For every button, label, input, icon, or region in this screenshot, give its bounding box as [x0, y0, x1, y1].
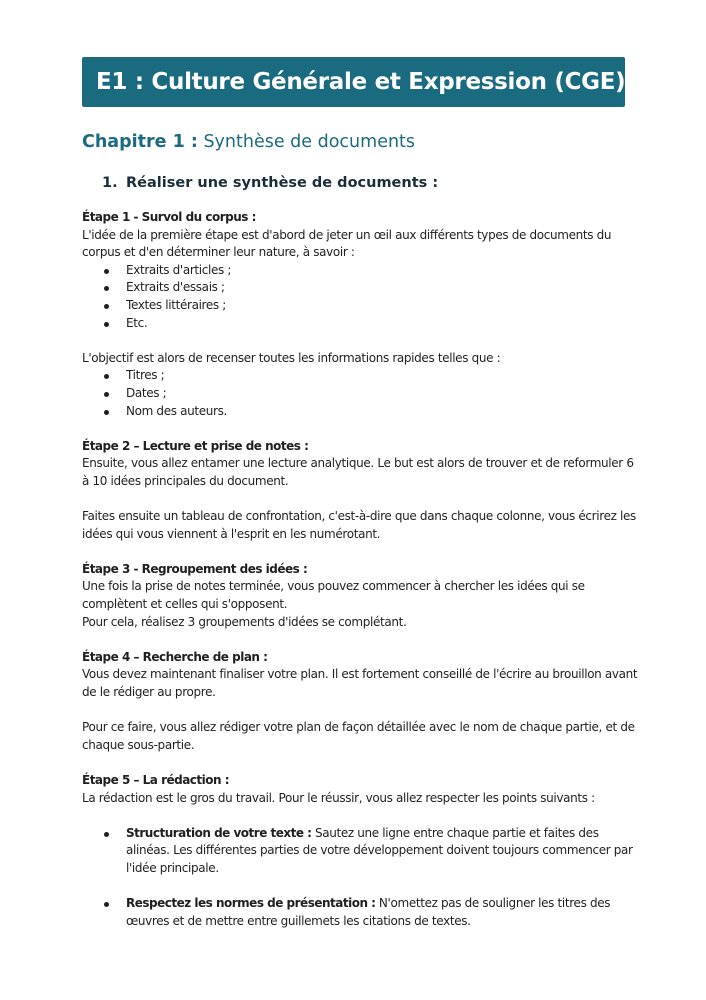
step-3-paragraph-2: Pour cela, réalisez 3 groupements d'idées se complétant.	[82, 614, 407, 629]
step-1-objective: L'objectif est alors de recenser toutes les informations rapides telles que :	[82, 350, 501, 365]
step-4-heading: Étape 4 – Recherche de plan :	[82, 649, 268, 664]
step-4-paragraph-1: Vous devez maintenant finaliser votre plan. Il est fortement conseillé de l'écrire au brouillon avant de le rédiger au propre.	[82, 667, 638, 700]
list-item: Nom des auteurs.	[82, 403, 642, 421]
list-item: Dates ;	[82, 385, 642, 403]
section-title: Réaliser une synthèse de documents :	[126, 175, 439, 191]
section-heading	[102, 175, 438, 191]
step-5-intro: La rédaction est le gros du travail. Pour le réussir, vous allez respecter les points suivants :	[82, 790, 595, 805]
document-body	[82, 209, 642, 930]
document-title: E1 : Culture Générale et Expression (CGE)	[96, 69, 626, 95]
chapter-title: Synthèse de documents	[203, 132, 416, 152]
list-item: Textes littéraires ;	[82, 297, 642, 315]
list-item	[82, 895, 642, 930]
point-text: N'omettez pas de souligner les titres des œuvres et de mettre entre guillemets les citations de textes.	[126, 896, 611, 928]
step-1-heading: Étape 1 - Survol du corpus :	[82, 210, 256, 224]
title-banner	[82, 57, 625, 107]
info-list	[82, 367, 642, 420]
step-3-paragraph-1: Une fois la prise de notes terminée, vous pouvez commencer à chercher les idées qui se complètent et celles qui s'opposent.	[82, 579, 585, 612]
chapter-heading	[82, 132, 415, 152]
point-label: Respectez les normes de présentation :	[126, 896, 376, 911]
section-number: 1.	[102, 175, 118, 191]
list-item: Extraits d'articles ;	[82, 262, 642, 280]
list-item: Etc.	[82, 315, 642, 333]
writing-points-list	[82, 825, 642, 878]
step-2-paragraph-2: Faites ensuite un tableau de confrontation, c'est-à-dire que dans chaque colonne, vous écrirez les idées qui vous viennent à l'esprit en les numérotant.	[82, 509, 636, 541]
document-types-list	[82, 262, 642, 332]
list-item: Extraits d'essais ;	[82, 279, 642, 297]
step-3-heading: Étape 3 - Regroupement des idées :	[82, 561, 308, 576]
list-item	[82, 825, 642, 878]
step-2-heading: Étape 2 – Lecture et prise de notes :	[82, 438, 309, 453]
step-4-paragraph-2: Pour ce faire, vous allez rédiger votre plan de façon détaillée avec le nom de chaque partie, et de chaque sous-partie.	[82, 720, 635, 752]
point-text: Sautez une ligne entre chaque partie et faites des alinéas. Les différentes parties de votre développement doivent toujours commencer par l'idée principale.	[126, 825, 633, 875]
step-5-heading: Étape 5 – La rédaction :	[82, 773, 230, 787]
step-1-intro: L'idée de la première étape est d'abord de jeter un œil aux différents types de documents du corpus et d'en déterminer leur nature, à savoir :	[82, 227, 612, 260]
writing-points-list-2	[82, 895, 642, 930]
point-label: Structuration de votre texte :	[126, 825, 312, 840]
chapter-label: Chapitre 1 :	[82, 132, 198, 152]
list-item: Titres ;	[82, 367, 642, 385]
step-2-paragraph-1: Ensuite, vous allez entamer une lecture analytique. Le but est alors de trouver et de reformuler 6 à 10 idées principales du document.	[82, 456, 634, 488]
